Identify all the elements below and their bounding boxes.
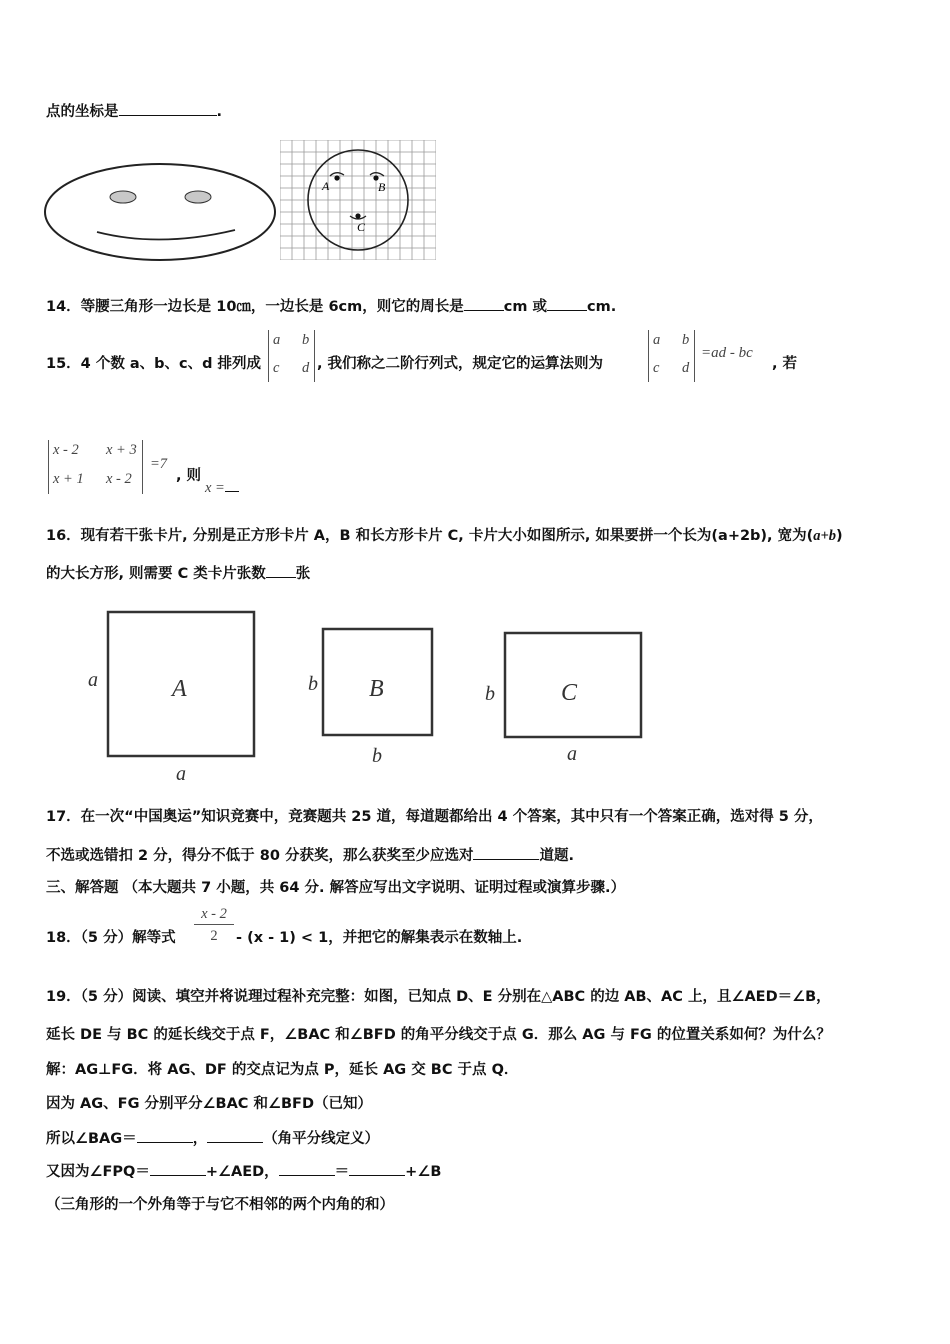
label-b: B: [378, 180, 386, 194]
label-a: A: [322, 179, 330, 193]
q19-line4: 因为 AG、FG 分别平分∠BAC 和∠BFD（已知）: [46, 1096, 372, 1112]
q19-line7: （三角形的一个外角等于与它不相邻的两个内角的和）: [46, 1197, 394, 1213]
card-b: [308, 629, 432, 767]
x-equals: x =: [205, 477, 239, 497]
svg-text:b: b: [485, 683, 495, 705]
svg-text:A: A: [172, 676, 187, 702]
label-c: C: [357, 220, 366, 234]
q17-line1: 17．在一次“中国奥运”知识竞赛中，竞赛题共 25 道，每道题都给出 4 个答案，其中只有一个答案正确，选对得 5 分，: [46, 809, 823, 825]
answer-blank[interactable]: [225, 477, 239, 492]
equation-rhs: =7: [150, 456, 168, 472]
q16-line1: 16．现有若干张卡片, 分别是正方形卡片 A，B 和长方形卡片 C, 卡片大小如图所示, 如果要拼一个长为(a+2b), 宽为(a+b): [46, 528, 843, 544]
answer-blank[interactable]: [349, 1161, 405, 1176]
answer-blank[interactable]: [547, 296, 587, 311]
svg-text:B: B: [369, 676, 384, 702]
answer-blank[interactable]: [137, 1128, 193, 1143]
q18-rest: - (x - 1) < 1，并把它的解集表示在数轴上.: [236, 930, 523, 946]
q19-line1: 19．（5 分）阅读、填空并将说理过程补充完整：如图，已知点 D、E 分别在△ABC 的边 AB、AC 上，且∠AED＝∠B，: [46, 989, 831, 1005]
q19-line2: 延长 DE 与 BC 的延长线交于点 F，∠BAC 和∠BFD 的角平分线交于点 G．那么 AG 与 FG 的位置关系如何？为什么？: [46, 1027, 831, 1043]
svg-text:b: b: [308, 673, 318, 695]
determinant-rule: a b c d: [648, 330, 696, 382]
q19-line5: 所以∠BAG＝ ， （角平分线定义）: [46, 1128, 379, 1149]
q19-line6: 又因为∠FPQ＝ +∠AED， ＝ +∠B: [46, 1161, 441, 1182]
q15-text-end: , 若: [772, 356, 798, 372]
section-3-heading: 三、解答题 （本大题共 7 小题，共 64 分. 解答应写出文字说明、证明过程或演算步骤.）: [46, 880, 626, 896]
card-figures: [80, 600, 680, 790]
point-c: [355, 213, 360, 218]
grid-face-figure: [280, 140, 436, 260]
svg-text:b: b: [372, 745, 382, 767]
q16-line2: 的大长方形, 则需要 C 类卡片张数 张: [46, 563, 310, 584]
q17-line2: 不选或选错扣 2 分，得分不低于 80 分获奖，那么获奖至少应选对 道题.: [46, 845, 574, 866]
answer-blank[interactable]: [266, 563, 296, 578]
q18-fraction: x - 2 2: [194, 904, 234, 947]
smiley-ellipse-figure: [40, 160, 285, 265]
q13-text: 点的坐标是 .: [46, 101, 222, 122]
q15-text-mid: , 我们称之二阶行列式，规定它的运算法则为: [317, 356, 604, 372]
answer-blank[interactable]: [119, 101, 217, 116]
q18-text: 18．（5 分）解等式: [46, 930, 176, 946]
card-c: [485, 633, 641, 765]
determinant-rule-value: =ad - bc: [701, 345, 753, 361]
svg-text:a: a: [88, 669, 98, 691]
determinant-definition: a b c d: [268, 330, 316, 382]
svg-text:C: C: [561, 680, 578, 706]
q15-then: , 则: [176, 468, 202, 484]
q19-line3: 解：AG⊥FG．将 AG、DF 的交点记为点 P，延长 AG 交 BC 于点 Q．: [46, 1062, 519, 1078]
determinant-equation: x - 2 x + 3 x + 1 x - 2: [48, 440, 144, 494]
answer-blank[interactable]: [207, 1128, 263, 1143]
svg-text:a: a: [567, 743, 577, 765]
svg-text:a: a: [176, 763, 186, 785]
q15-text-start: 15．4 个数 a、b、c、d 排列成: [46, 356, 262, 372]
point-a: [334, 175, 339, 180]
answer-blank[interactable]: [464, 296, 504, 311]
q14-text: 14．等腰三角形一边长是 10㎝，一边长是 6cm，则它的周长是 cm 或 cm.: [46, 296, 616, 317]
answer-blank[interactable]: [150, 1161, 206, 1176]
answer-blank[interactable]: [279, 1161, 335, 1176]
answer-blank[interactable]: [473, 845, 539, 860]
card-a: [88, 612, 254, 785]
